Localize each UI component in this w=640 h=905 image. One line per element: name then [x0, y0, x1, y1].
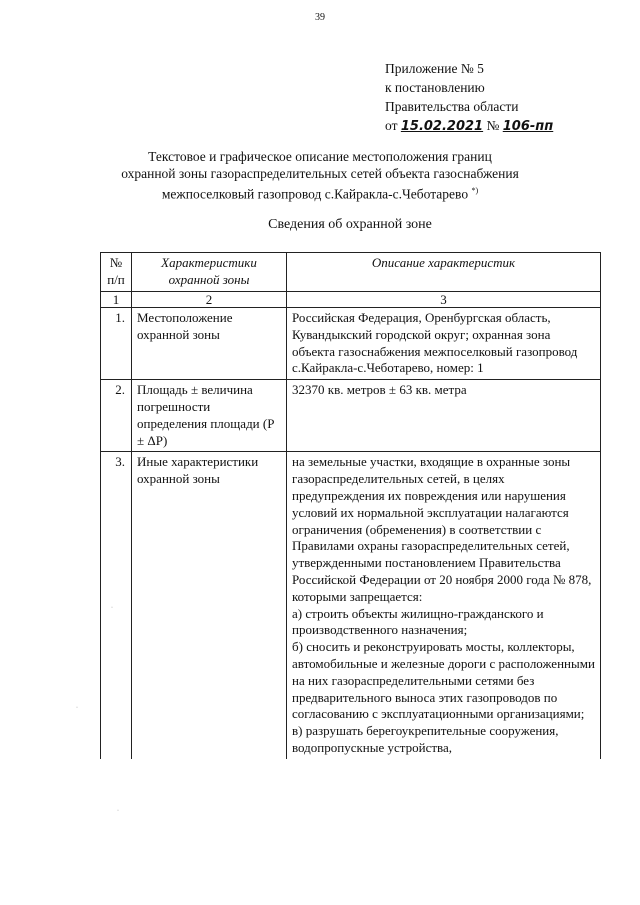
- description-paragraph: на земельные участки, входящие в охранные зоны газораспределительных сетей, в целях предупреждения их повреждения или нарушения условий их нормальной эксплуатации налагаются ограничения (обременения) в соответствии с Правилами охраны газораспределительных сетей, утвержденными постановлением Правительства Российской Федерации от 20 ноября 2000 года № 878, которыми запрещается:: [292, 454, 592, 604]
- header-characteristic: Характеристики охранной зоны: [132, 253, 287, 292]
- header-description: Описание характеристик: [287, 253, 601, 292]
- scan-mark: ·: [117, 808, 119, 814]
- row-characteristic: Иные характеристики охранной зоны: [132, 452, 287, 759]
- appendix-line-1: Приложение № 5: [385, 61, 484, 76]
- row-number: 1.: [101, 308, 132, 380]
- description-item-c: в) разрушать берегоукрепительные сооружения, водопропускные устройства,: [292, 723, 559, 755]
- description-item-b: б) сносить и реконструировать мосты, коллекторы, автомобильные и железные дороги с расположенными на них газораспределительными сетями без предварительного выноса этих газопроводов по согласованию с эксплуатационными организациями;: [292, 639, 595, 722]
- table-row: [101, 308, 601, 380]
- document-title: [80, 148, 560, 203]
- appendix-date-line: [385, 116, 625, 136]
- row-description: [287, 452, 601, 759]
- table-row: [101, 452, 601, 759]
- index-cell: 1: [101, 292, 132, 308]
- table-row: [101, 380, 601, 452]
- row-description: Российская Федерация, Оренбургская область, Кувандыкский городской округ; охранная зона объекта газоснабжения межпоселковый газопровод с.Кайракла-с.Чеботарево, номер: 1: [287, 308, 601, 380]
- row-number: 2.: [101, 380, 132, 452]
- appendix-line-3: Правительства области: [385, 99, 519, 114]
- from-prefix: от: [385, 118, 398, 133]
- protection-zone-table: [100, 252, 601, 759]
- scan-mark: ·: [76, 705, 78, 711]
- appendix-line-2: к постановлению: [385, 80, 485, 95]
- scan-mark: ·: [111, 605, 113, 611]
- title-line-2: охранной зоны газораспределительных сетей объекта газоснабжения: [121, 166, 519, 181]
- title-line-1: Текстовое и графическое описание местоположения границ: [148, 149, 492, 164]
- description-item-a: а) строить объекты жилищно-гражданского и производственного назначения;: [292, 605, 544, 638]
- table-index-row: [101, 292, 601, 308]
- title-line-3-wrap: [80, 182, 560, 203]
- section-subtitle: Сведения об охранной зоне: [268, 217, 432, 232]
- table-header-row: [101, 253, 601, 292]
- appendix-block: [385, 59, 625, 136]
- row-characteristic: Площадь ± величина погрешности определения площади (P ± ΔP): [132, 380, 287, 452]
- index-cell: 2: [132, 292, 287, 308]
- decree-date: 15.02.2021: [400, 119, 484, 134]
- number-prefix: №: [486, 118, 500, 133]
- index-cell: 3: [287, 292, 601, 308]
- footnote-mark: *): [471, 186, 479, 195]
- header-number: № п/п: [101, 253, 132, 292]
- row-description: 32370 кв. метров ± 63 кв. метра: [287, 380, 601, 452]
- title-line-3: межпоселковый газопровод с.Кайракла-с.Чеботарево: [161, 186, 469, 202]
- page-number: 39: [315, 12, 325, 23]
- decree-number: 106-пп: [502, 119, 554, 134]
- row-number: 3.: [101, 452, 132, 759]
- row-characteristic: Местоположение охранной зоны: [132, 308, 287, 380]
